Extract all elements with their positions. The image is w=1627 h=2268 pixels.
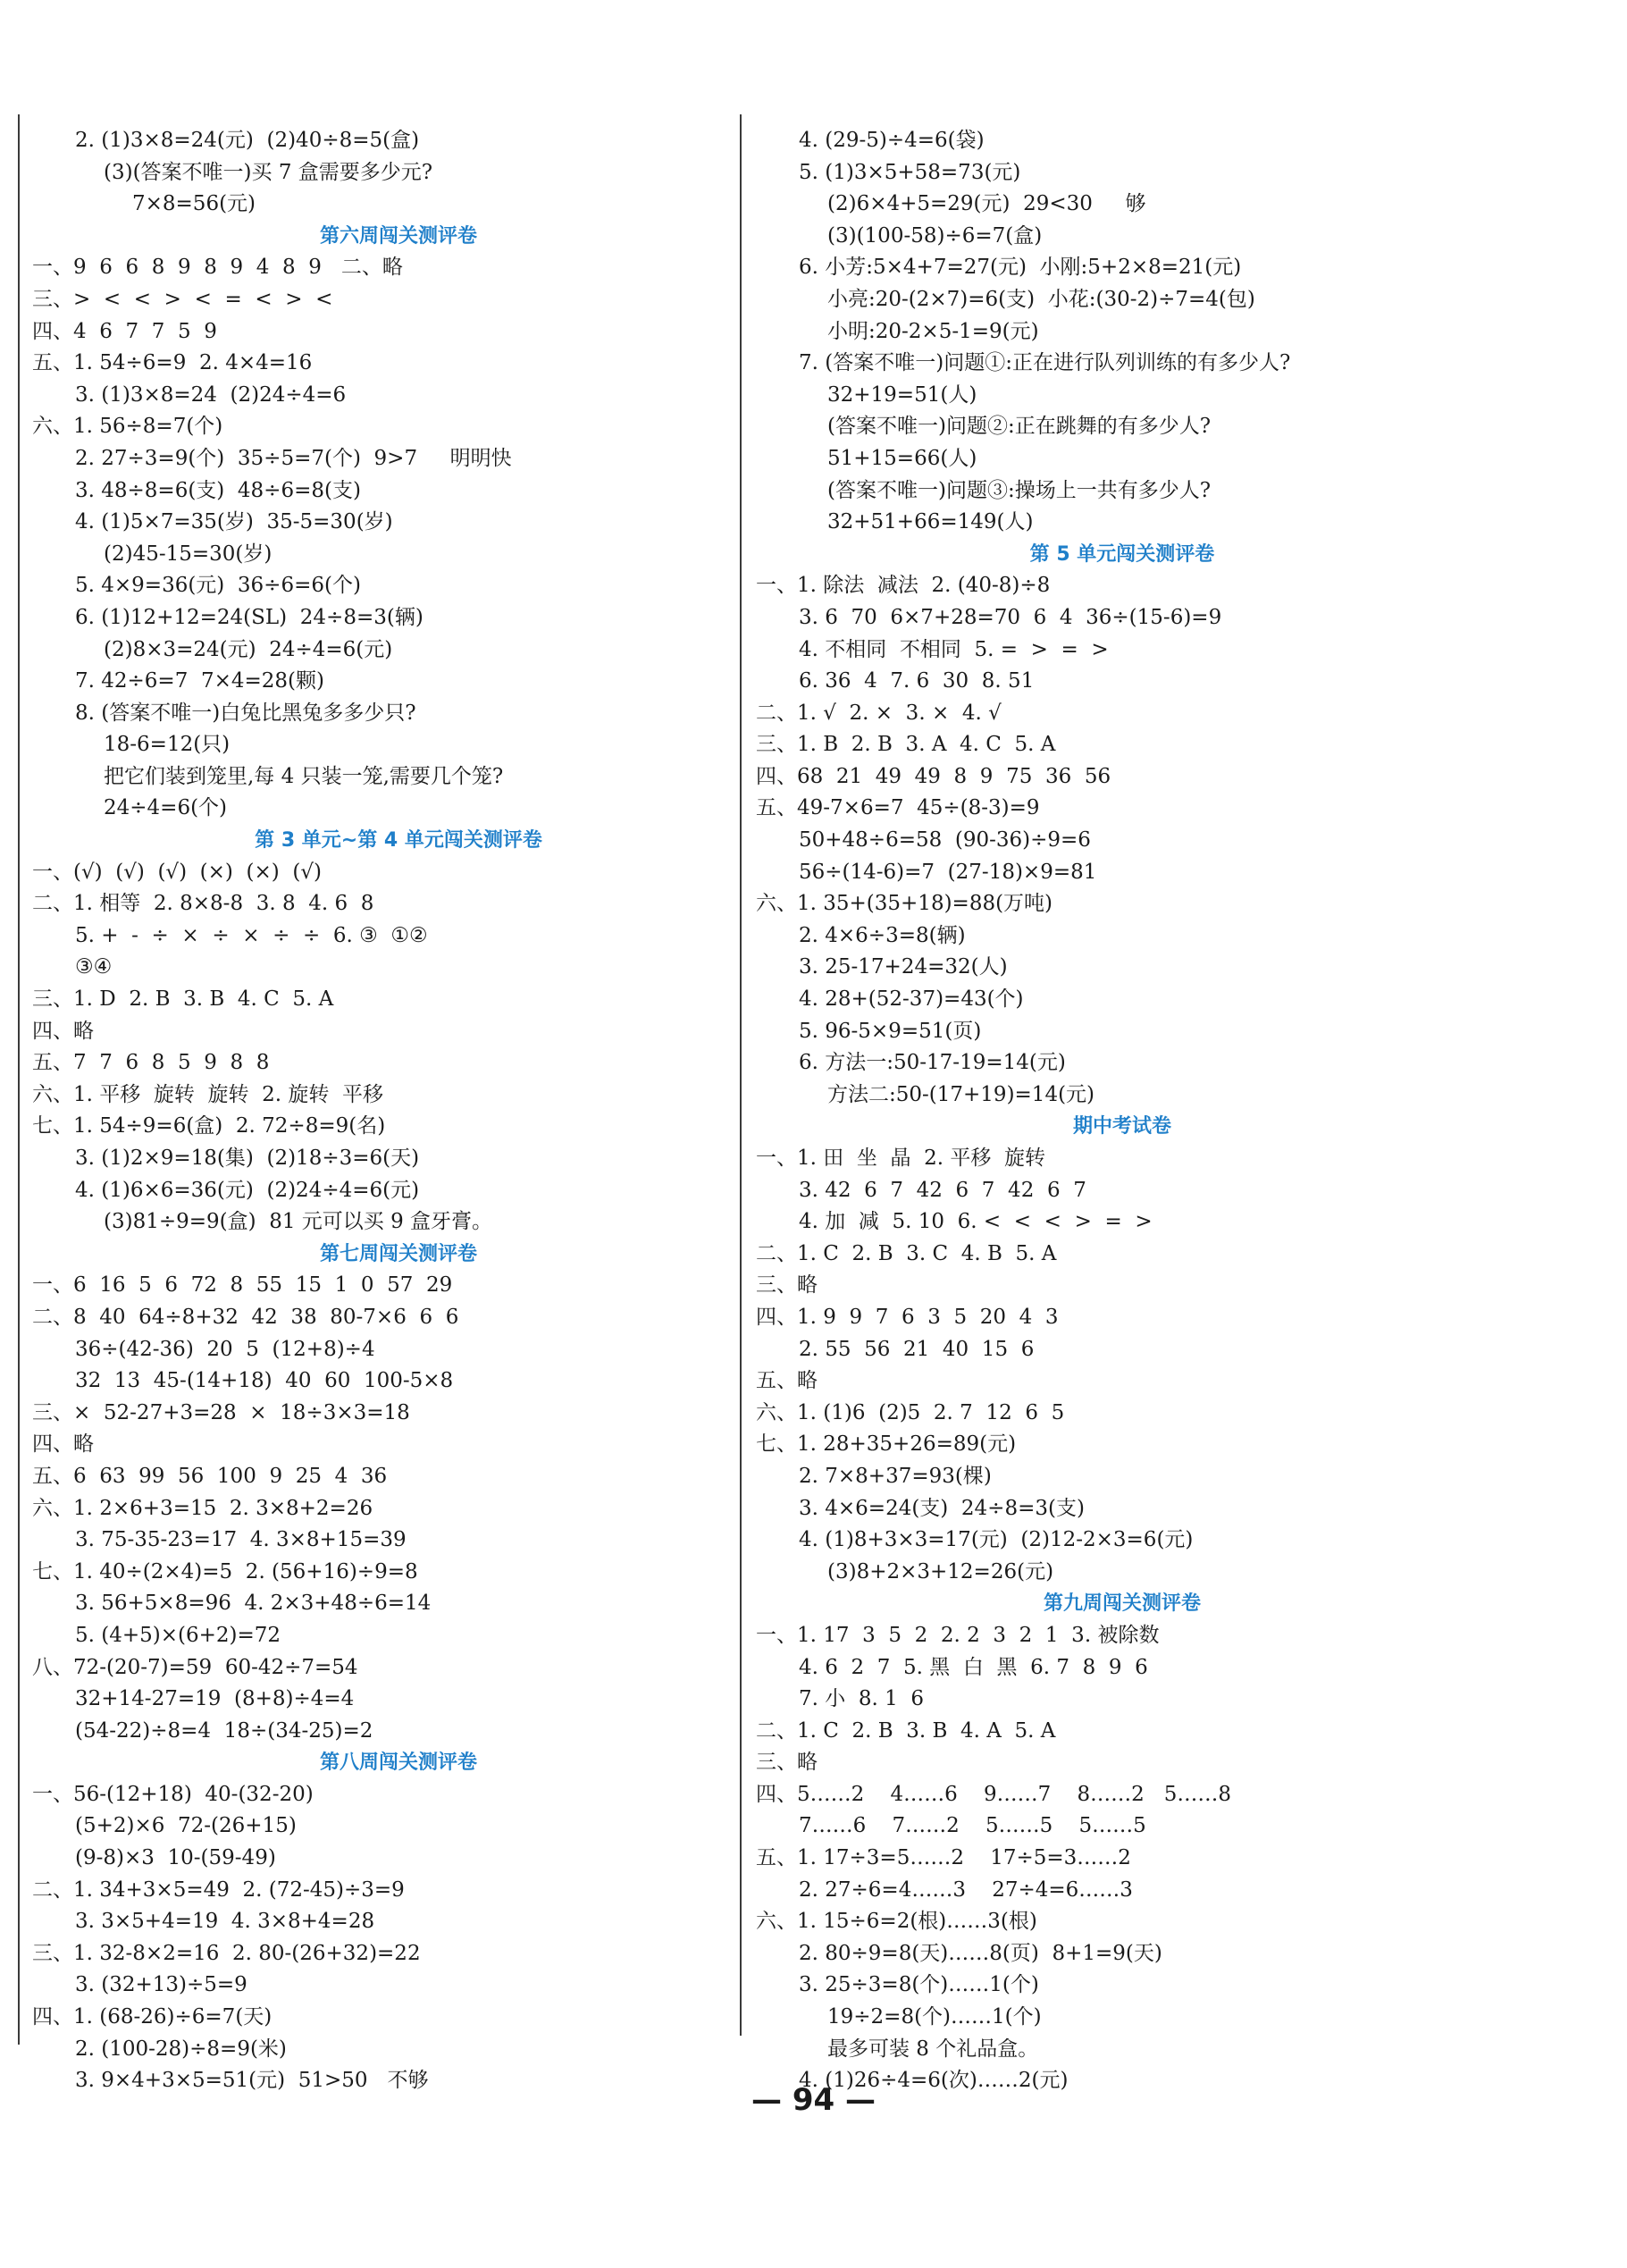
- answer-line: 三、> < < > < = < > <: [32, 287, 333, 311]
- answer-column-right: [756, 125, 1489, 2097]
- answer-line: 5. + - ÷ × ÷ × ÷ ÷ 6. ③ ①②: [75, 923, 428, 947]
- answer-line: 6. 36 4 7. 6 30 8. 51: [799, 669, 1035, 693]
- answer-line: 四、4 6 7 7 5 9: [32, 319, 217, 343]
- answer-line: 32 13 45-(14+18) 40 60 100-5×8: [75, 1369, 454, 1393]
- answer-line: (答案不唯一)问题②:正在跳舞的有多少人?: [827, 415, 1212, 439]
- answer-line: 2. 27÷6=4……3 27÷4=6……3: [799, 1877, 1133, 1902]
- answer-line: (2)8×3=24(元) 24÷4=6(元): [104, 637, 393, 661]
- answer-line: 二、8 40 64÷8+32 42 38 80-7×6 6 6: [32, 1305, 459, 1329]
- answer-line: 四、5……2 4……6 9……7 8……2 5……8: [756, 1782, 1231, 1806]
- answer-line: 七、1. 54÷9=6(盒) 2. 72÷8=9(名): [32, 1114, 386, 1138]
- answer-line: 2. 55 56 21 40 15 6: [799, 1337, 1035, 1361]
- answer-line: 小明:20-2×5-1=9(元): [827, 319, 1039, 343]
- answer-line: 24÷4=6(个): [104, 796, 228, 820]
- answer-line: 3. 6 70 6×7+28=70 6 4 36÷(15-6)=9: [799, 605, 1222, 629]
- answer-line: 七、1. 40÷(2×4)=5 2. (56+16)÷9=8: [32, 1559, 418, 1583]
- answer-line: 4. 28+(52-37)=43(个): [799, 987, 1024, 1012]
- answer-line: 3. 4×6=24(支) 24÷8=3(支): [799, 1496, 1085, 1520]
- answer-line: 五、1. 17÷3=5……2 17÷5=3……2: [756, 1846, 1131, 1870]
- answer-line: (答案不唯一)问题③:操场上一共有多少人?: [827, 478, 1212, 502]
- answer-line: 三、略: [756, 1273, 818, 1298]
- answer-line: 四、1. 9 9 7 6 3 5 20 4 3: [756, 1305, 1059, 1329]
- answer-line: 四、1. (68-26)÷6=7(天): [32, 2005, 273, 2029]
- answer-line: 5. (1)3×5+58=73(元): [799, 160, 1021, 184]
- answer-line: 5. 96-5×9=51(页): [799, 1019, 982, 1043]
- answer-line: 五、略: [756, 1369, 818, 1393]
- answer-line: 4. (1)6×6=36(元) (2)24÷4=6(元): [75, 1178, 420, 1202]
- section-heading: 第七周闯关测评卷: [319, 1242, 477, 1265]
- answer-line: 最多可装 8 个礼品盒。: [827, 2037, 1039, 2061]
- answer-line: 32+19=51(人): [827, 382, 977, 407]
- answer-line: 四、68 21 49 49 8 9 75 36 56: [756, 764, 1111, 788]
- answer-line: 50+48÷6=58 (90-36)÷9=6: [799, 828, 1091, 853]
- answer-line: 3. 42 6 7 42 6 7 42 6 7: [799, 1178, 1086, 1202]
- page-number: — 94 —: [751, 2082, 876, 2118]
- answer-line: 一、1. 17 3 5 2 2. 2 3 2 1 3. 被除数: [756, 1623, 1160, 1647]
- answer-line: 2. 4×6÷3=8(辆): [799, 923, 966, 947]
- answer-line: 一、6 16 5 6 72 8 55 15 1 0 57 29: [32, 1273, 453, 1298]
- answer-line: 6. (1)12+12=24(SL) 24÷8=3(辆): [75, 605, 424, 629]
- answer-line: 51+15=66(人): [827, 446, 977, 470]
- answer-line: 六、1. 35+(35+18)=88(万吨): [756, 892, 1053, 916]
- answer-line: 7×8=56(元): [132, 192, 256, 216]
- answer-line: 4. 加 减 5. 10 6. < < < > = >: [799, 1210, 1153, 1234]
- answer-line: 三、1. D 2. B 3. B 4. C 5. A: [32, 987, 334, 1012]
- answer-line: 4. 不相同 不相同 5. = > = >: [799, 637, 1109, 661]
- answer-line: 19÷2=8(个)……1(个): [827, 2005, 1042, 2029]
- answer-line: (2)45-15=30(岁): [104, 542, 273, 566]
- answer-line: 4. (29-5)÷4=6(袋): [799, 129, 985, 152]
- section-heading: 第 3 单元~第 4 单元闯关测评卷: [255, 829, 542, 853]
- answer-line: 三、1. 32-8×2=16 2. 80-(26+32)=22: [32, 1941, 421, 1965]
- answer-line: (3)(100-58)÷6=7(盒): [827, 223, 1043, 248]
- answer-line: 小亮:20-(2×7)=6(支) 小花:(30-2)÷7=4(包): [827, 287, 1255, 311]
- answer-line: 2. (1)3×8=24(元) (2)40÷8=5(盒): [75, 129, 420, 152]
- answer-line: 3. (1)2×9=18(集) (2)18÷3=6(天): [75, 1147, 420, 1170]
- answer-line: 6. 小芳:5×4+7=27(元) 小刚:5+2×8=21(元): [799, 256, 1242, 280]
- answer-line: 一、(√) (√) (√) (×) (×) (√): [32, 860, 322, 884]
- answer-line: 二、1. C 2. B 3. B 4. A 5. A: [756, 1718, 1056, 1743]
- answer-line: 3. 75-35-23=17 4. 3×8+15=39: [75, 1528, 407, 1552]
- answer-line: ③④: [75, 955, 113, 979]
- answer-line: 4. (1)5×7=35(岁) 35-5=30(岁): [75, 510, 393, 534]
- answer-line: 7……6 7……2 5……5 5……5: [799, 1814, 1146, 1838]
- answer-line: 七、1. 28+35+26=89(元): [756, 1432, 1017, 1457]
- answer-line: 3. 25÷3=8(个)……1(个): [799, 1973, 1039, 1997]
- answer-line: 二、1. C 2. B 3. C 4. B 5. A: [756, 1241, 1057, 1265]
- answer-line: 一、9 6 6 8 9 8 9 4 8 9 二、略: [32, 256, 403, 280]
- answer-line: 一、1. 除法 减法 2. (40-8)÷8: [756, 574, 1051, 598]
- answer-line: 六、1. 2×6+3=15 2. 3×8+2=26: [32, 1496, 373, 1520]
- answer-line: (9-8)×3 10-(59-49): [75, 1846, 276, 1870]
- answer-line: 五、1. 54÷6=9 2. 4×4=16: [32, 351, 313, 375]
- answer-line: (3)8+2×3+12=26(元): [827, 1559, 1054, 1583]
- answer-line: 7. (答案不唯一)问题①:正在进行队列训练的有多少人?: [799, 351, 1291, 375]
- answer-line: 32+51+66=149(人): [827, 510, 1034, 534]
- answer-line: 四、略: [32, 1019, 94, 1043]
- answer-line: 二、1. 相等 2. 8×8-8 3. 8 4. 6 8: [32, 892, 374, 916]
- answer-line: 五、49-7×6=7 45÷(8-3)=9: [756, 796, 1040, 820]
- answer-line: 2. 7×8+37=93(棵): [799, 1464, 992, 1488]
- answer-column-left: [32, 125, 765, 2097]
- answer-line: 三、1. B 2. B 3. A 4. C 5. A: [756, 733, 1056, 757]
- answer-line: 4. 6 2 7 5. 黑 白 黑 6. 7 8 9 6: [799, 1655, 1148, 1679]
- section-heading: 第 5 单元闯关测评卷: [1029, 542, 1215, 566]
- answer-line: 3. (1)3×8=24 (2)24÷4=6: [75, 382, 347, 407]
- answer-line: (54-22)÷8=4 18÷(34-25)=2: [75, 1718, 373, 1743]
- section-heading: 第八周闯关测评卷: [319, 1751, 477, 1775]
- answer-line: 8. (答案不唯一)白兔比黑兔多多少只?: [75, 701, 416, 725]
- answer-line: 56÷(14-6)=7 (27-18)×9=81: [799, 860, 1097, 884]
- answer-line: 一、1. 田 坐 晶 2. 平移 旋转: [756, 1147, 1045, 1170]
- answer-line: (2)6×4+5=29(元) 29<30 够: [827, 192, 1146, 216]
- section-heading: 期中考试卷: [1072, 1115, 1171, 1138]
- answer-line: 3. (32+13)÷5=9: [75, 1973, 247, 1997]
- answer-line: 2. 27÷3=9(个) 35÷5=7(个) 9>7 明明快: [75, 446, 512, 470]
- answer-line: 二、1. √ 2. × 3. × 4. √: [756, 701, 1002, 725]
- answer-line: 7. 42÷6=7 7×4=28(颗): [75, 669, 324, 693]
- answer-line: 4. (1)8+3×3=17(元) (2)12-2×3=6(元): [799, 1528, 1194, 1552]
- answer-line: 18-6=12(只): [104, 733, 231, 757]
- answer-line: (3)81÷9=9(盒) 81 元可以买 9 盒牙膏。: [104, 1210, 493, 1234]
- answer-line: 3. 9×4+3×5=51(元) 51>50 不够: [75, 2069, 429, 2093]
- answer-line: 一、56-(12+18) 40-(32-20): [32, 1782, 314, 1806]
- answer-line: 3. 3×5+4=19 4. 3×8+4=28: [75, 1910, 375, 1934]
- answer-line: 2. 80÷9=8(天)……8(页) 8+1=9(天): [799, 1941, 1162, 1965]
- answer-line: 3. 25-17+24=32(人): [799, 955, 1008, 979]
- answer-line: 36÷(42-36) 20 5 (12+8)÷4: [75, 1337, 375, 1361]
- answer-line: 三、略: [756, 1751, 818, 1775]
- answer-line: 五、7 7 6 8 5 9 8 8: [32, 1051, 270, 1075]
- section-heading: 第六周闯关测评卷: [319, 224, 477, 248]
- answer-line: 方法二:50-(17+19)=14(元): [827, 1082, 1095, 1106]
- answer-line: 三、× 52-27+3=28 × 18÷3×3=18: [32, 1400, 410, 1424]
- answer-line: 3. 56+5×8=96 4. 2×3+48÷6=14: [75, 1592, 432, 1616]
- section-heading: 第九周闯关测评卷: [1043, 1592, 1201, 1616]
- answer-line: 4. (1)26÷4=6(次)……2(元): [799, 2069, 1069, 2093]
- answer-line: 3. 48÷8=6(支) 48÷6=8(支): [75, 478, 361, 502]
- answer-line: 2. (100-28)÷8=9(米): [75, 2037, 287, 2061]
- answer-line: 二、1. 34+3×5=49 2. (72-45)÷3=9: [32, 1877, 405, 1902]
- answer-line: (3)(答案不唯一)买 7 盒需要多少元?: [104, 160, 433, 184]
- answer-line: 六、1. 平移 旋转 旋转 2. 旋转 平移: [32, 1082, 383, 1106]
- left-margin-rule: [18, 114, 20, 2045]
- answer-line: 八、72-(20-7)=59 60-42÷7=54: [32, 1655, 358, 1679]
- answer-line: 五、6 63 99 56 100 9 25 4 36: [32, 1464, 388, 1488]
- answer-line: 六、1. 15÷6=2(根)……3(根): [756, 1910, 1037, 1934]
- answer-line: 32+14-27=19 (8+8)÷4=4: [75, 1687, 355, 1711]
- answer-line: 5. (4+5)×(6+2)=72: [75, 1623, 281, 1647]
- answer-line: 5. 4×9=36(元) 36÷6=6(个): [75, 574, 361, 598]
- answer-line: 把它们装到笼里,每 4 只装一笼,需要几个笼?: [104, 764, 504, 788]
- answer-line: (5+2)×6 72-(26+15): [75, 1814, 297, 1838]
- answer-line: 六、1. 56÷8=7(个): [32, 415, 223, 439]
- answer-line: 7. 小 8. 1 6: [799, 1687, 925, 1711]
- answer-line: 四、略: [32, 1432, 94, 1457]
- answer-line: 六、1. (1)6 (2)5 2. 7 12 6 5: [756, 1400, 1065, 1424]
- answer-line: 6. 方法一:50-17-19=14(元): [799, 1051, 1066, 1075]
